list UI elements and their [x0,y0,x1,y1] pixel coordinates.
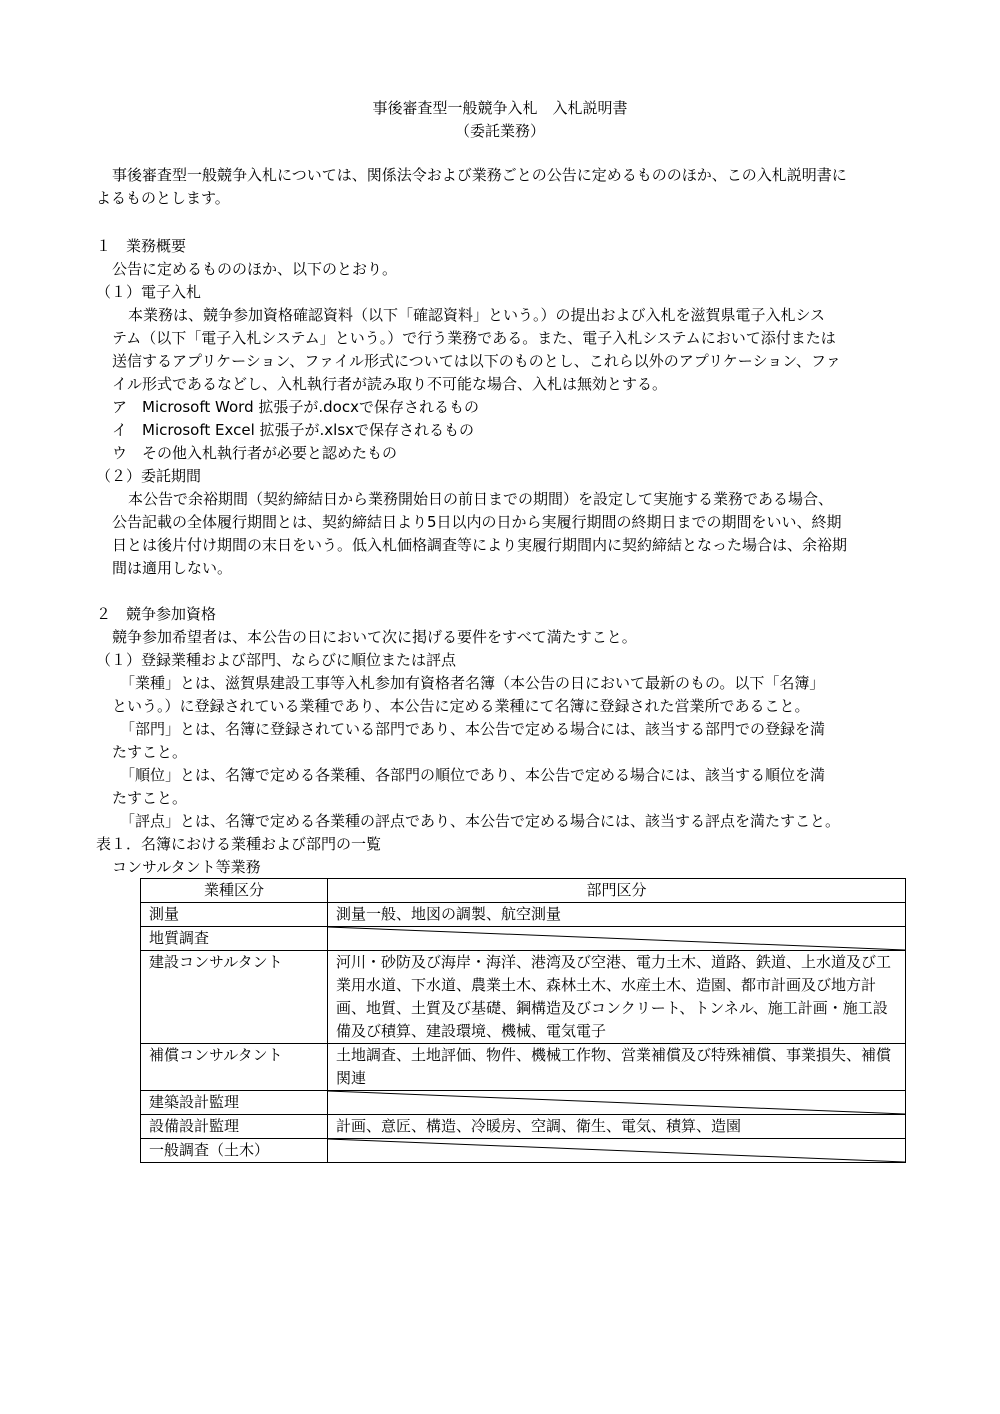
paragraph-line: 本公告で余裕期間（契約締結日から業務開始日の前日までの期間）を設定して実施する業務である場合、 [128,490,834,508]
table-row [141,1115,906,1139]
table-row [141,951,906,1044]
division-cell: 土地調査、土地評価、物件、機械工作物、営業補償及び特殊補償、事業損失、補償関連 [328,1044,906,1091]
table-header-row [141,879,906,903]
section-lead: 競争参加希望者は、本公告の日において次に掲げる要件をすべて満たすこと。 [112,628,637,646]
subsection-heading: （１）電子入札 [96,283,202,301]
paragraph-line: 本業務は、競争参加資格確認資料（以下「確認資料」という。）の提出および入札を滋賀県電子入札シス [128,306,826,324]
table-row [141,927,906,951]
table-caption: 表１．名簿における業種および部門の一覧 [96,835,382,853]
paragraph-line: という。）に登録されている業種であり、本公告に定める業種にて名簿に登録された営業所であること。 [112,697,810,715]
document-subtitle: （委託業務） [454,122,545,140]
section-heading: ２ 競争参加資格 [96,605,217,623]
paragraph-line: たすこと。 [112,789,188,807]
table-row [141,903,906,927]
industry-cell: 建築設計監理 [141,1091,328,1115]
list-item: イ Microsoft Excel 拡張子が.xlsxで保存されるもの [112,421,475,439]
document-title: 事後審査型一般競争入札 入札説明書 [372,99,628,117]
industry-cell: 地質調査 [141,927,328,951]
industry-cell: 建設コンサルタント [141,951,328,1044]
paragraph-line: 間は適用しない。 [112,559,233,577]
section-heading: １ 業務概要 [96,237,187,255]
subsection-heading: （１）登録業種および部門、ならびに順位または評点 [96,651,457,669]
table-row [141,1139,906,1163]
section-lead: 公告に定めるもののほか、以下のとおり。 [112,260,398,278]
paragraph-line: 「順位」とは、名簿で定める各業種、各部門の順位であり、本公告で定める場合には、該当する順位を満 [120,766,826,784]
industry-cell: 一般調査（土木） [141,1139,328,1163]
subsection-heading: （２）委託期間 [96,467,202,485]
division-cell-empty [328,1139,906,1163]
column-header: 部門区分 [328,879,906,903]
paragraph-line: 日とは後片付け期間の末日をいう。低入札価格調査等により実履行期間内に契約締結となった場合は、余裕期 [112,536,848,554]
paragraph-line: たすこと。 [112,743,188,761]
list-item: ア Microsoft Word 拡張子が.docxで保存されるもの [112,398,479,416]
paragraph-line: 公告記載の全体履行期間とは、契約締結日より5日以内の日から実履行期間の終期日までの期間をいい、終期 [112,513,842,531]
table-row [141,1091,906,1115]
list-item: ウ その他入札執行者が必要と認めたもの [112,444,398,462]
table-row [141,1044,906,1091]
division-cell: 河川・砂防及び海岸・海洋、港湾及び空港、電力土木、道路、鉄道、上水道及び工業用水道、下水道、農業土木、森林土木、水産土木、造園、都市計画及び地方計画、地質、土質及び基礎、鋼構造及びコンクリート、トンネル、施工計画・施工設備及び積算、建設環境、機械、電気電子 [328,951,906,1044]
intro-line: よるものとします。 [96,189,230,207]
paragraph-line: 「業種」とは、滋賀県建設工事等入札参加有資格者名簿（本公告の日において最新のもの。以下「名簿」 [120,674,825,692]
division-cell-empty [328,927,906,951]
paragraph-line: 「評点」とは、名簿で定める各業種の評点であり、本公告で定める場合には、該当する評点を満たすこと。 [120,812,841,830]
industry-cell: 設備設計監理 [141,1115,328,1139]
division-cell: 計画、意匠、構造、冷暖房、空調、衛生、電気、積算、造園 [328,1115,906,1139]
industry-cell: 補償コンサルタント [141,1044,328,1091]
division-cell-empty [328,1091,906,1115]
paragraph-line: 「部門」とは、名簿に登録されている部門であり、本公告で定める場合には、該当する部門での登録を満 [120,720,826,738]
division-cell: 測量一般、地図の調製、航空測量 [328,903,906,927]
diagonal-line [328,1139,905,1162]
paragraph-line: 送信するアプリケーション、ファイル形式については以下のものとし、これら以外のアプリケーション、ファ [112,352,841,370]
column-header: 業種区分 [141,879,328,903]
table-subcaption: コンサルタント等業務 [112,858,261,876]
industry-division-table [140,878,906,1163]
paragraph-line: イル形式であるなどし、入札執行者が読み取り不可能な場合、入札は無効とする。 [112,375,668,393]
diagonal-line [328,1091,905,1114]
intro-line: 事後審査型一般競争入札については、関係法令および業務ごとの公告に定めるもののほか、この入札説明書に [112,166,847,184]
paragraph-line: テム（以下「電子入札システム」という。）で行う業務である。また、電子入札システムにおいて添付または [112,329,836,347]
diagonal-line [328,927,905,950]
industry-cell: 測量 [141,903,328,927]
